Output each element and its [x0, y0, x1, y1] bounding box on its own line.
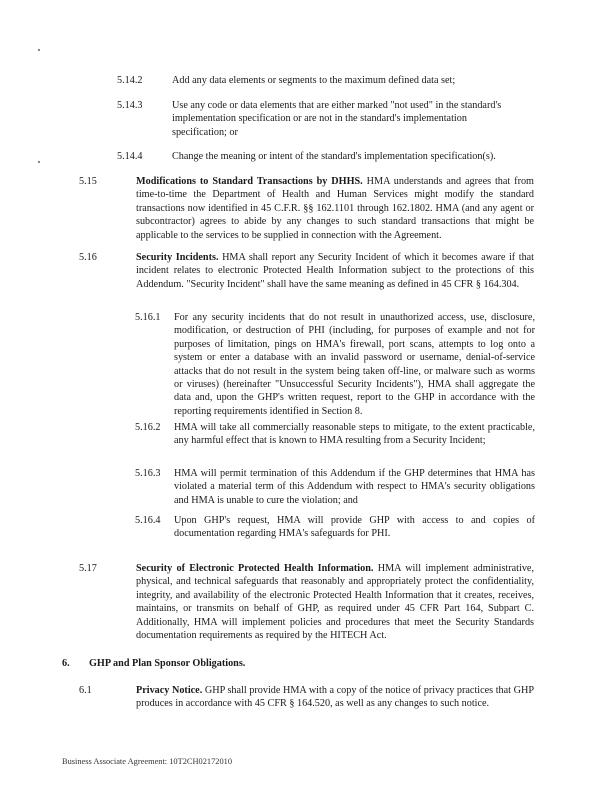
clause-text: Use any code or data elements that are either marked "not used" in the standard's implementation specification or are not in the standard's implementation specification; or — [172, 100, 502, 138]
clause-number: 5.14.2 — [117, 75, 143, 86]
clause-number: 5.16.4 — [135, 515, 161, 526]
section-heading: Privacy Notice. — [136, 685, 203, 696]
section-number: 5.16 — [79, 252, 97, 263]
section-text: HMA will implement administrative, physical, and technical safeguards that reasonably and appropriately protect the confidentiality, integrity, and availability of the electronic Protected Health Information that it creates, receives, maintains, or transmits on behalf of GHP, as required under 45 CFR Part 164, Subpart C. Additionally, HMA will implement policies and procedures that meet the Security Standards documentation requirements as required by the HITECH Act. — [136, 563, 534, 642]
section-text: GHP shall provide HMA with a copy of the notice of privacy practices that GHP produces in accordance with 45 CFR § 164.520, as well as any changes to such notice. — [136, 685, 534, 710]
clause-number: 5.16.3 — [135, 468, 161, 479]
page-footer: Business Associate Agreement: 10T2CH02172010 — [62, 757, 233, 766]
section-body — [136, 175, 534, 242]
clause-number: 5.16.2 — [135, 422, 161, 433]
section-heading: GHP and Plan Sponsor Obligations. — [89, 658, 246, 669]
section-number: 5.15 — [79, 176, 97, 187]
clause-text: Change the meaning or intent of the standard's implementation specification(s). — [172, 151, 496, 162]
clause-text: Upon GHP's request, HMA will provide GHP with access to and copies of documentation regarding HMA's safeguards for PHI. — [174, 515, 535, 540]
clause-text: Add any data elements or segments to the maximum defined data set; — [172, 75, 456, 86]
scan-speck — [38, 49, 40, 51]
clause-number: 5.14.3 — [117, 100, 143, 111]
section-body — [136, 251, 534, 291]
section-text: HMA shall report any Security Incident of which it becomes aware if that incident relates to electronic Protected Health Information subject to the protections of this Addendum. "Security Incident" shall have the same meaning as defined in 45 CFR § 164.304. — [136, 252, 535, 290]
scan-speck — [38, 161, 40, 163]
section-heading: Security Incidents. — [136, 252, 219, 263]
section-text: HMA understands and agrees that from time-to-time the Department of Health and Human Services might modify the standard transactions now identified in 45 C.F.R. §§ 162.1101 through 162.1802. HMA (and any agent or subcontractor) agrees to abide by any changes to such standard transactions that might be applicable to the services to be supplied in connection with the Agreement. — [136, 176, 534, 241]
clause-text: For any security incidents that do not result in unauthorized access, use, disclosure, modification, or destruction of PHI (including, for purposes of example and not for purposes of limitation, pings on HMA's firewall, port scans, attempts to log onto a system or enter a database with an invalid password or username, denial-of-service attacks that do not result in the system being taken off-line, or malware such as worms or viruses) (hereinafter "Unsuccessful Security Incidents"), HMA shall aggregate the data and, upon the GHP's written request, report to the GHP in accordance with the reporting requirements identified in Section 8. — [174, 312, 535, 417]
clause-text: HMA will take all commercially reasonable steps to mitigate, to the extent practicable, any harmful effect that is known to HMA resulting from a Security Incident; — [174, 422, 535, 447]
section-heading: Security of Electronic Protected Health Information. — [136, 563, 374, 574]
section-body — [136, 562, 534, 642]
section-body — [136, 684, 534, 711]
clause-number: 5.16.1 — [135, 312, 161, 323]
section-number: 6. — [62, 658, 70, 669]
section-number: 6.1 — [79, 685, 92, 696]
clause-number: 5.14.4 — [117, 151, 143, 162]
clause-text: HMA will permit termination of this Addendum if the GHP determines that HMA has violated a material term of this Addendum with respect to HMA's security obligations and HMA is unable to cure the violation; and — [174, 468, 535, 506]
section-heading: Modifications to Standard Transactions by DHHS. — [136, 176, 363, 187]
section-number: 5.17 — [79, 563, 97, 574]
